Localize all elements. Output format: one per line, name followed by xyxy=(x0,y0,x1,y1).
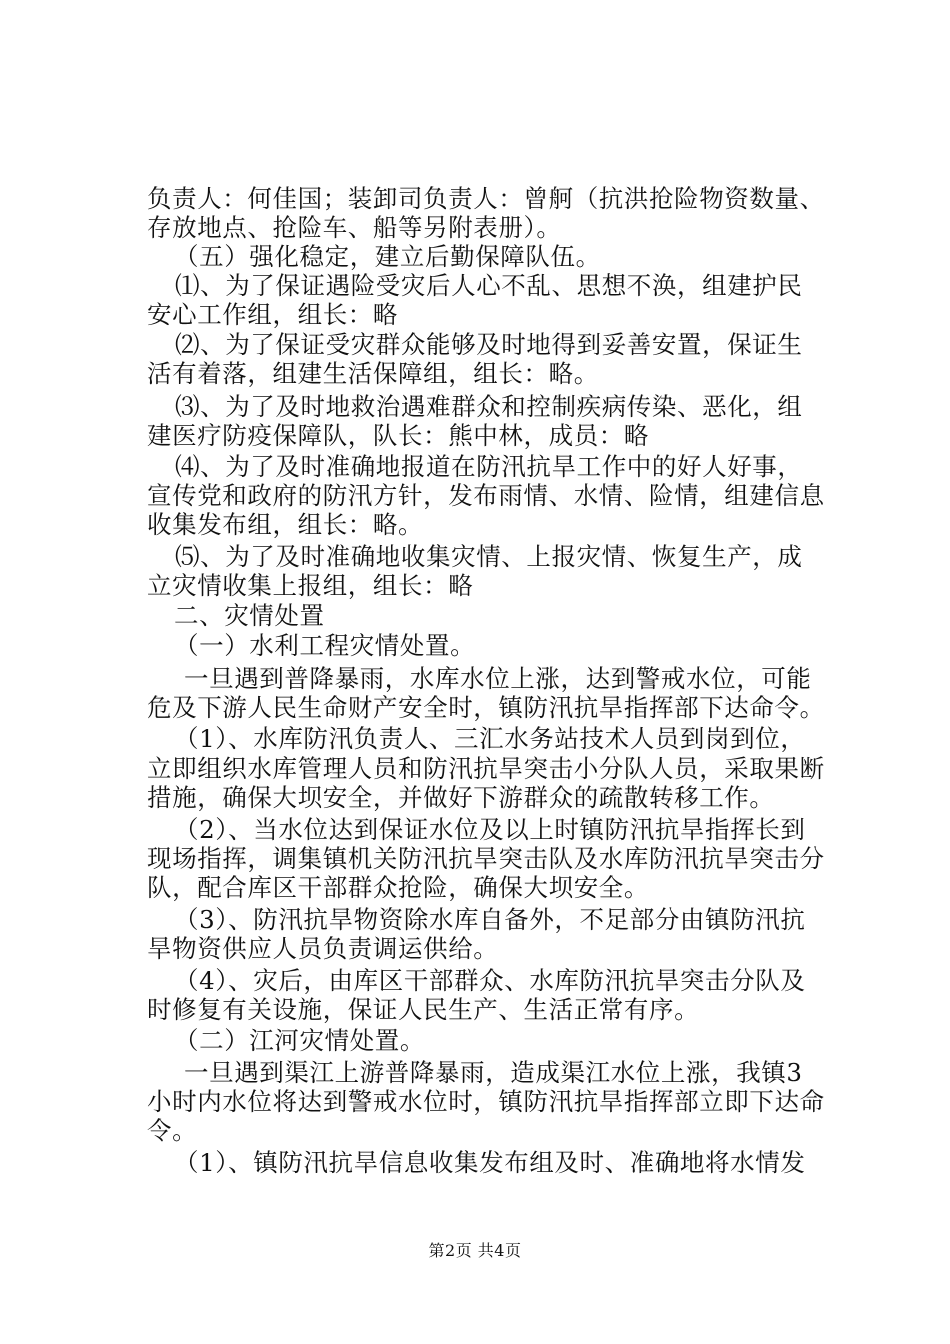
text-line: ⑶、为了及时地救治遇难群众和控制疾病传染、恶化，组 xyxy=(175,392,803,421)
text-line: 负责人：何佳国；装卸司负责人：曾舸（抗洪抢险物资数量、 xyxy=(147,184,825,213)
text-line: 令。 xyxy=(147,1116,198,1145)
text-line: 建医疗防疫保障队，队长：熊中林，成员：略 xyxy=(147,421,649,450)
text-line: 安心工作组，组长：略 xyxy=(147,300,398,329)
text-line: 收集发布组，组长：略。 xyxy=(147,510,424,539)
text-line: 小时内水位将达到警戒水位时，镇防汛抗旱指挥部立即下达命 xyxy=(147,1087,825,1116)
text-line: 时修复有关设施，保证人民生产、生活正常有序。 xyxy=(147,995,700,1024)
text-line: 存放地点、抢险车、船等另附表册）。 xyxy=(147,213,562,242)
subsection-heading: （一）水利工程灾情处置。 xyxy=(174,631,476,660)
text-line: 队，配合库区干部群众抢险，确保大坝安全。 xyxy=(147,873,649,902)
text-line: 危及下游人民生命财产安全时，镇防汛抗旱指挥部下达命令。 xyxy=(147,693,825,722)
text-line: （1）、水库防汛负责人、三汇水务站技术人员到岗到位， xyxy=(174,724,806,753)
subsection-heading: （二）江河灾情处置。 xyxy=(174,1026,425,1055)
text-line: 现场指挥，调集镇机关防汛抗旱突击队及水库防汛抗旱突击分 xyxy=(147,844,825,873)
text-line: 一旦遇到普降暴雨，水库水位上涨，达到警戒水位，可能 xyxy=(184,664,812,693)
page-footer: 第2页 共4页 xyxy=(428,1241,522,1260)
text-line: ⑷、为了及时准确地报道在防汛抗旱工作中的好人好事， xyxy=(175,452,803,481)
text-line: 立灾情收集上报组，组长：略 xyxy=(147,571,474,600)
text-line: （4）、灾后，由库区干部群众、水库防汛抗旱突击分队及 xyxy=(174,966,806,995)
text-line: 措施，确保大坝安全，并做好下游群众的疏散转移工作。 xyxy=(147,783,775,812)
text-line: ⑸、为了及时准确地收集灾情、上报灾情、恢复生产，成 xyxy=(175,542,803,571)
text-line: 一旦遇到渠江上游普降暴雨，造成渠江水位上涨，我镇3 xyxy=(184,1058,803,1087)
text-line: ⑵、为了保证受灾群众能够及时地得到妥善安置，保证生 xyxy=(175,330,803,359)
section-heading: （五）强化稳定，建立后勤保障队伍。 xyxy=(174,242,601,271)
text-line: （2）、当水位达到保证水位及以上时镇防汛抗旱指挥长到 xyxy=(174,815,806,844)
text-line: 旱物资供应人员负责调运供给。 xyxy=(147,934,499,963)
text-line: 立即组织水库管理人员和防汛抗旱突击小分队人员，采取果断 xyxy=(147,754,825,783)
section-heading: 二、灾情处置 xyxy=(174,601,325,630)
text-line: 宣传党和政府的防汛方针，发布雨情、水情、险情，组建信息 xyxy=(147,481,825,510)
text-line: （1）、镇防汛抗旱信息收集发布组及时、准确地将水情发 xyxy=(174,1148,806,1177)
text-line: 活有着落，组建生活保障组，组长：略。 xyxy=(147,359,599,388)
text-line: ⑴、为了保证遇险受灾后人心不乱、思想不涣，组建护民 xyxy=(175,271,803,300)
text-line: （3）、防汛抗旱物资除水库自备外，不足部分由镇防汛抗 xyxy=(174,905,806,934)
